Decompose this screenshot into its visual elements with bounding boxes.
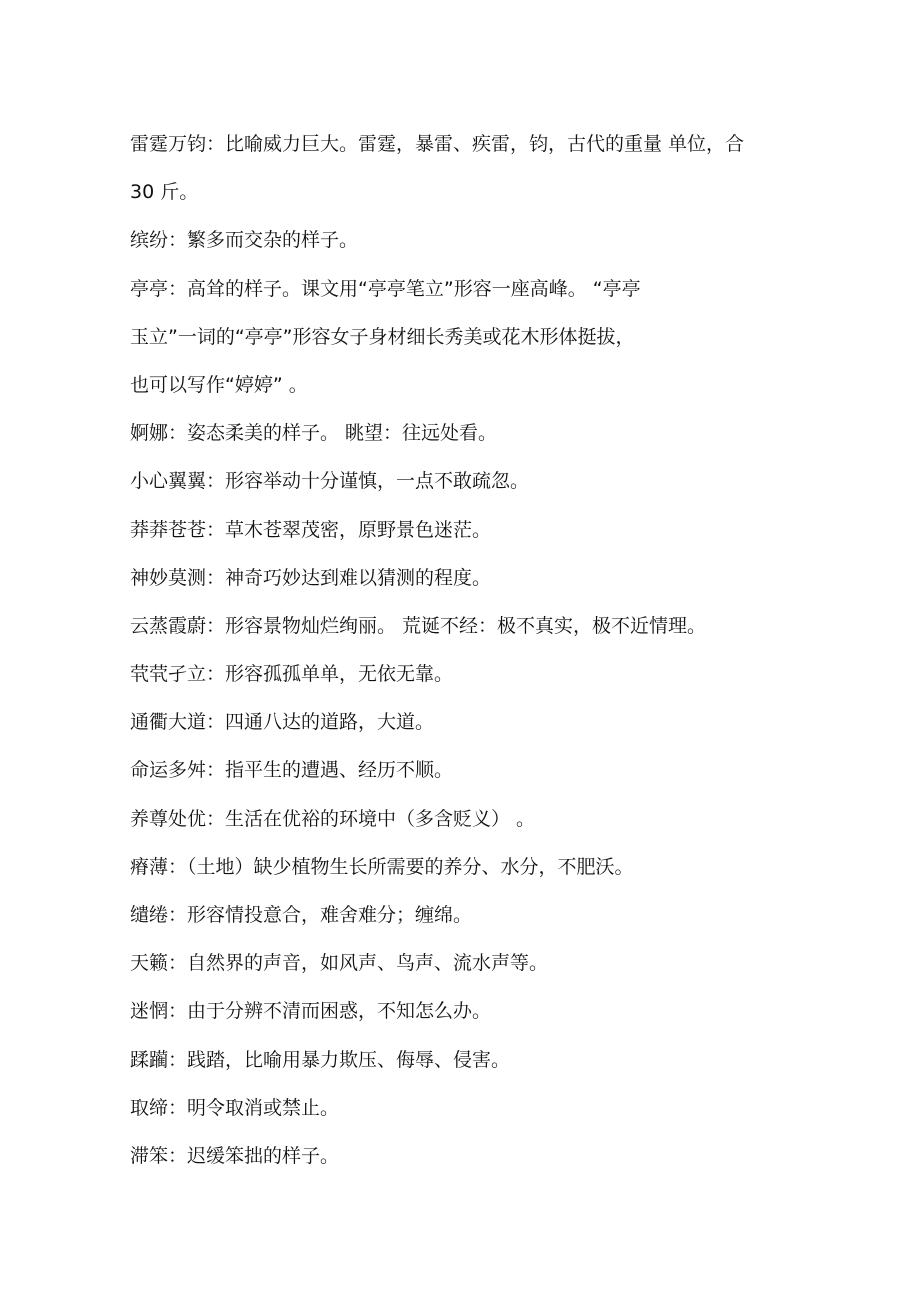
- text-line: 缱绻：形容情投意合，难舍难分；缠绵。: [130, 904, 473, 926]
- text-line: 通衢大道：四通八达的道路，大道。: [130, 711, 435, 734]
- text-line: 婀娜：姿态柔美的样子。 眺望：往远处看。: [130, 422, 498, 445]
- text-line: 云蒸霞蔚：形容景物灿烂绚丽。 荒诞不经：极不真实，极不近情理。: [130, 614, 707, 637]
- text-line: 取缔：明令取消或禁止。: [130, 1096, 340, 1119]
- text-line: 茕茕孑立：形容孤孤单单，无依无靠。: [130, 663, 454, 686]
- text-line: 天籁：自然界的声音，如风声、鸟声、流水声等。: [130, 952, 549, 975]
- text-line: 30 斤。: [130, 181, 199, 204]
- text-line: 命运多舛：指平生的遭遇、经历不顺。: [130, 759, 454, 782]
- text-line: 滞笨：迟缓笨拙的样子。: [130, 1144, 340, 1167]
- text-line: 莽莽苍苍：草木苍翠茂密，原野景色迷茫。: [130, 518, 492, 541]
- text-line: 亭亭：高耸的样子。课文用“亭亭笔立”形容一座高峰。 “亭亭: [130, 277, 641, 300]
- vocabulary-list: [130, 120, 810, 1180]
- text-line: 小心翼翼：形容举动十分谨慎，一点不敢疏忽。: [130, 470, 530, 493]
- text-line: 神妙莫测：神奇巧妙达到难以猜测的程度。: [130, 566, 492, 589]
- text-line: 蹂躏：践踏，比喻用暴力欺压、侮辱、侵害。: [130, 1048, 511, 1071]
- text-line: 玉立”一词的“亭亭”形容女子身材细长秀美或花木形体挺拔，: [130, 325, 635, 348]
- text-line: 迷惘：由于分辨不清而困惑，不知怎么办。: [130, 1000, 492, 1023]
- text-line: 瘠薄：（土地）缺少植物生长所需要的养分、水分，不肥沃。: [130, 855, 634, 878]
- text-line: 也可以写作“婷婷” 。: [130, 373, 308, 396]
- text-line: 雷霆万钧：比喻威力巨大。雷霆，暴雷、疾雷，钧，古代的重量 单位，合: [130, 133, 745, 155]
- text-line: 缤纷：繁多而交杂的样子。: [130, 229, 359, 252]
- text-line: 养尊处优：生活在优裕的环境中（多含贬义） 。: [130, 807, 536, 830]
